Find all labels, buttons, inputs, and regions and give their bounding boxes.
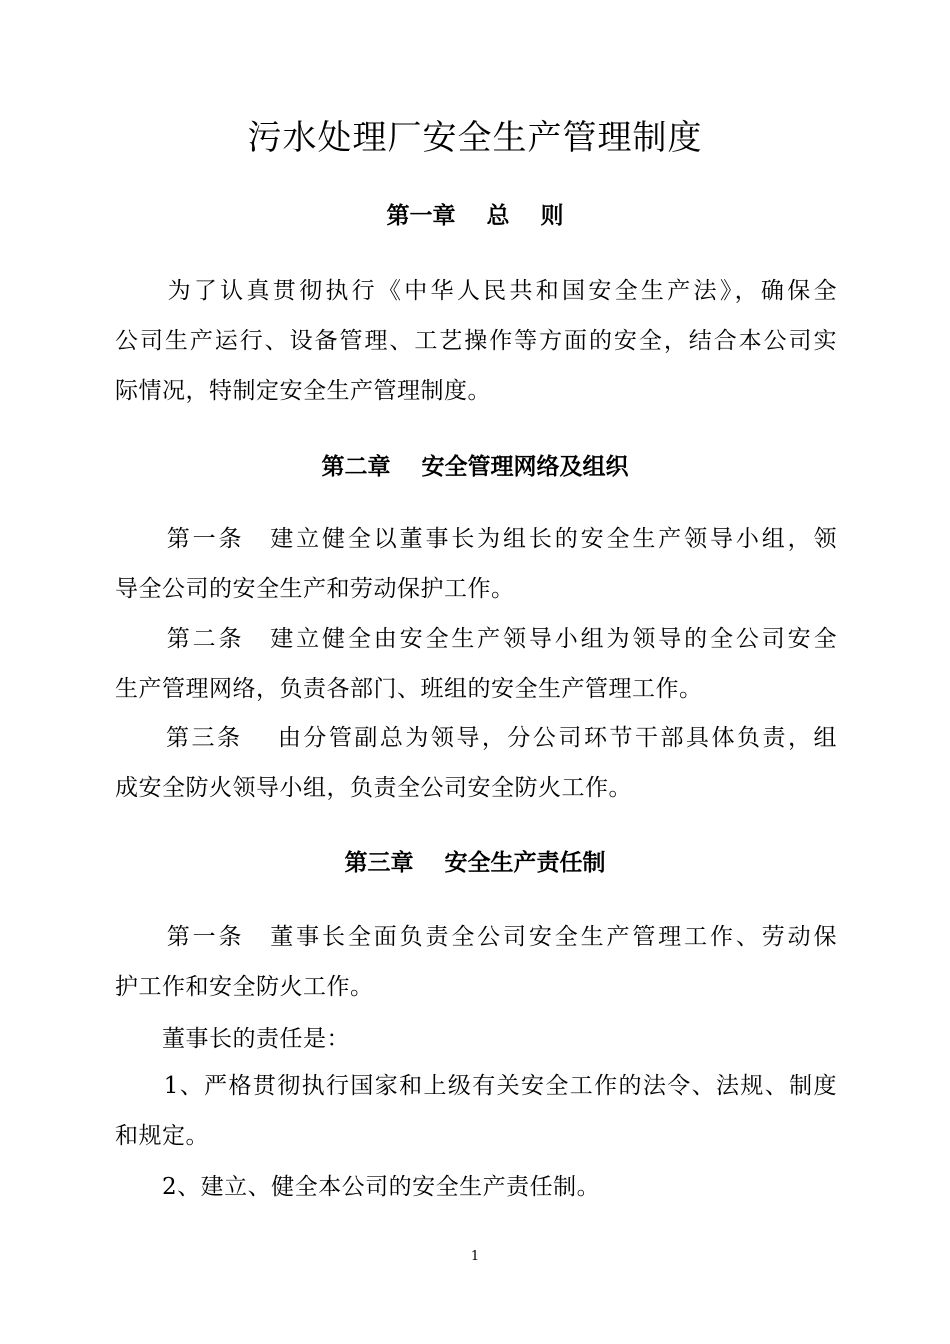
chapter-3-article-1-line: 第一条 董事长全面负责全公司安全生产管理工作、劳动保 — [115, 924, 837, 950]
page-number: 1 — [470, 1249, 480, 1264]
chapter-2-article-3-line: 成安全防火领导小组，负责全公司安全防火工作。 — [115, 775, 632, 801]
responsibility-item-1-line: 和规定。 — [115, 1123, 209, 1149]
document-title: 污水处理厂安全生产管理制度 — [247, 118, 703, 158]
chapter-2-heading: 第二章 安全管理网络及组织 — [321, 453, 629, 480]
chapter-2-article-2-line: 第二条 建立健全由安全生产领导小组为领导的全公司安全 — [115, 626, 837, 652]
chapter-1-paragraph-line: 公司生产运行、设备管理、工艺操作等方面的安全，结合本公司实 — [115, 328, 837, 354]
chapter-3-heading: 第三章 安全生产责任制 — [344, 849, 606, 876]
chapter-2-article-1-line: 第一条 建立健全以董事长为组长的安全生产领导小组，领 — [115, 526, 837, 552]
chapter-2-article-1-line: 导全公司的安全生产和劳动保护工作。 — [115, 576, 515, 602]
responsibility-intro: 董事长的责任是： — [115, 1026, 350, 1052]
chapter-3-article-1-line: 护工作和安全防火工作。 — [115, 974, 374, 1000]
chapter-2-article-2-line: 生产管理网络，负责各部门、班组的安全生产管理工作。 — [115, 676, 703, 702]
chapter-1-paragraph-line: 际情况，特制定安全生产管理制度。 — [115, 378, 491, 404]
chapter-1-paragraph-line: 为了认真贯彻执行《中华人民共和国安全生产法》，确保全 — [115, 278, 837, 304]
chapter-2-article-3-line: 第三条 由分管副总为领导，分公司环节干部具体负责，组 — [115, 725, 837, 751]
responsibility-item-1-line: 1、严格贯彻执行国家和上级有关安全工作的法令、法规、制度 — [115, 1073, 837, 1099]
responsibility-item-2: 2、建立、健全本公司的安全生产责任制。 — [115, 1174, 601, 1200]
chapter-1-heading: 第一章 总 则 — [386, 202, 564, 229]
